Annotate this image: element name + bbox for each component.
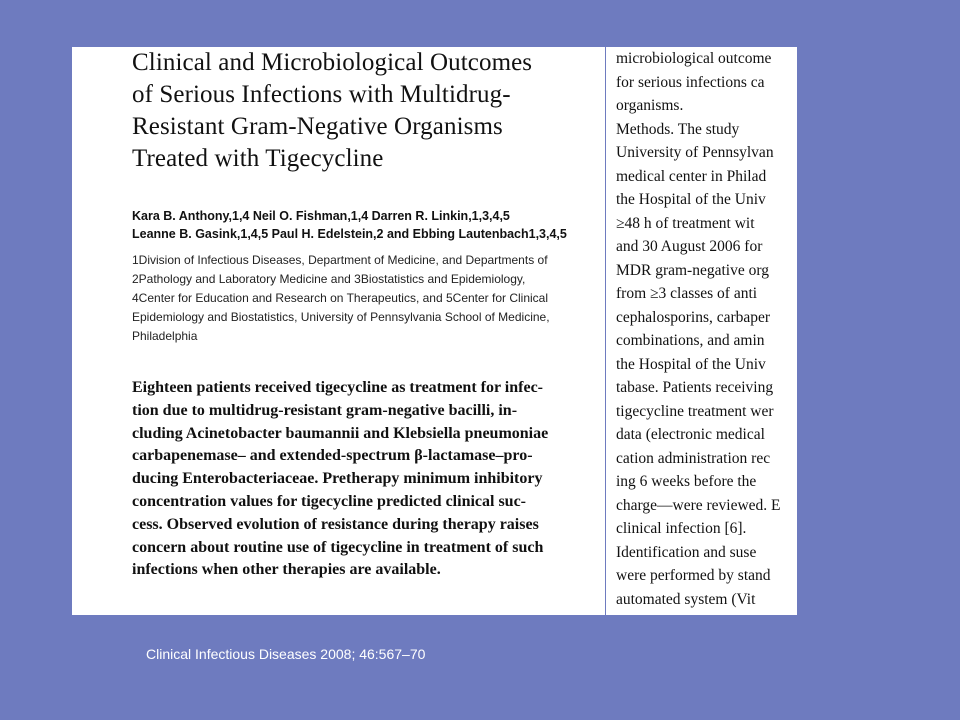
abstract-line: carbapenemase– and extended-spectrum β-lactamase–pro- <box>132 447 533 465</box>
body-line: from ≥3 classes of anti <box>616 285 758 302</box>
abstract-line: concern about routine use of tigecycline in treatment of such <box>132 538 544 556</box>
title-line: Treated with Tigecycline <box>132 145 384 172</box>
body-line: ing 6 weeks before the <box>616 473 757 490</box>
title-line: Resistant Gram-Negative Organisms <box>132 113 503 140</box>
body-line: automated system (Vit <box>616 590 756 608</box>
abstract-line: tion due to multidrug-resistant gram-negative bacilli, in- <box>132 401 518 419</box>
abstract-line: ducing Enterobacteriaceae. Pretherapy minimum inhibitory <box>132 470 543 488</box>
abstract-line: Eighteen patients received tigecycline as treatment for infec- <box>132 379 543 396</box>
body-line: the Hospital of the Univ <box>616 355 766 373</box>
body-line: Identification and suse <box>616 543 757 561</box>
article-second-column-crop <box>606 47 797 615</box>
affiliation-line: 1Division of Infectious Diseases, Department of Medicine, and Departments of <box>132 253 548 267</box>
title-line: Clinical and Microbiological Outcomes <box>132 49 533 76</box>
body-line: clinical infection [6]. <box>616 520 747 537</box>
citation-caption: Clinical Infectious Diseases 2008; 46:567–70 <box>146 646 426 662</box>
affiliations <box>132 251 602 346</box>
body-line: cephalosporins, carbaper <box>616 308 771 326</box>
author-line: Leanne B. Gasink,1,4,5 Paul H. Edelstein,2 and Ebbing Lautenbach1,3,4,5 <box>132 227 567 241</box>
abstract-line: concentration values for tigecycline predicted clinical suc- <box>132 492 527 510</box>
body-text-column <box>616 47 781 611</box>
body-line: charge—were reviewed. E <box>616 496 781 514</box>
body-line: tabase. Patients receiving <box>616 379 774 396</box>
abstract <box>132 377 602 582</box>
body-line: University of Pennsylvan <box>616 144 774 161</box>
body-line: data (electronic medical <box>616 426 765 443</box>
body-line: and 30 August 2006 for <box>616 238 763 255</box>
body-line: ≥48 h of treatment wit <box>616 214 755 232</box>
body-line: combinations, and amin <box>616 332 765 349</box>
abstract-line: cluding Acinetobacter baumannii and Klebsiella pneumoniae <box>132 424 549 442</box>
abstract-line: infections when other therapies are available. <box>132 561 441 579</box>
body-line: medical center in Philad <box>616 167 767 185</box>
abstract-line: cess. Observed evolution of resistance during therapy raises <box>132 515 539 533</box>
body-line: were performed by stand <box>616 567 771 584</box>
body-line: microbiological outcome <box>616 50 772 67</box>
body-line: the Hospital of the Univ <box>616 191 766 208</box>
author-list <box>132 207 602 243</box>
affiliation-line: 2Pathology and Laboratory Medicine and 3Biostatistics and Epidemiology, <box>132 272 526 286</box>
article-page-scan <box>72 47 605 615</box>
affiliation-line: 4Center for Education and Research on Therapeutics, and 5Center for Clinical <box>132 291 549 305</box>
body-line: for serious infections ca <box>616 73 765 91</box>
title-line: of Serious Infections with Multidrug- <box>132 81 511 108</box>
affiliation-line: Philadelphia <box>132 329 198 343</box>
body-line: tigecycline treatment wer <box>616 402 774 420</box>
affiliation-line: Epidemiology and Biostatistics, University of Pennsylvania School of Medicine, <box>132 310 550 324</box>
article-title <box>132 47 602 175</box>
body-line: MDR gram-negative org <box>616 261 769 279</box>
body-line: Methods. The study <box>616 120 740 138</box>
body-line: cation administration rec <box>616 449 771 467</box>
author-line: Kara B. Anthony,1,4 Neil O. Fishman,1,4 Darren R. Linkin,1,3,4,5 <box>132 209 510 223</box>
body-line: organisms. <box>616 97 684 114</box>
